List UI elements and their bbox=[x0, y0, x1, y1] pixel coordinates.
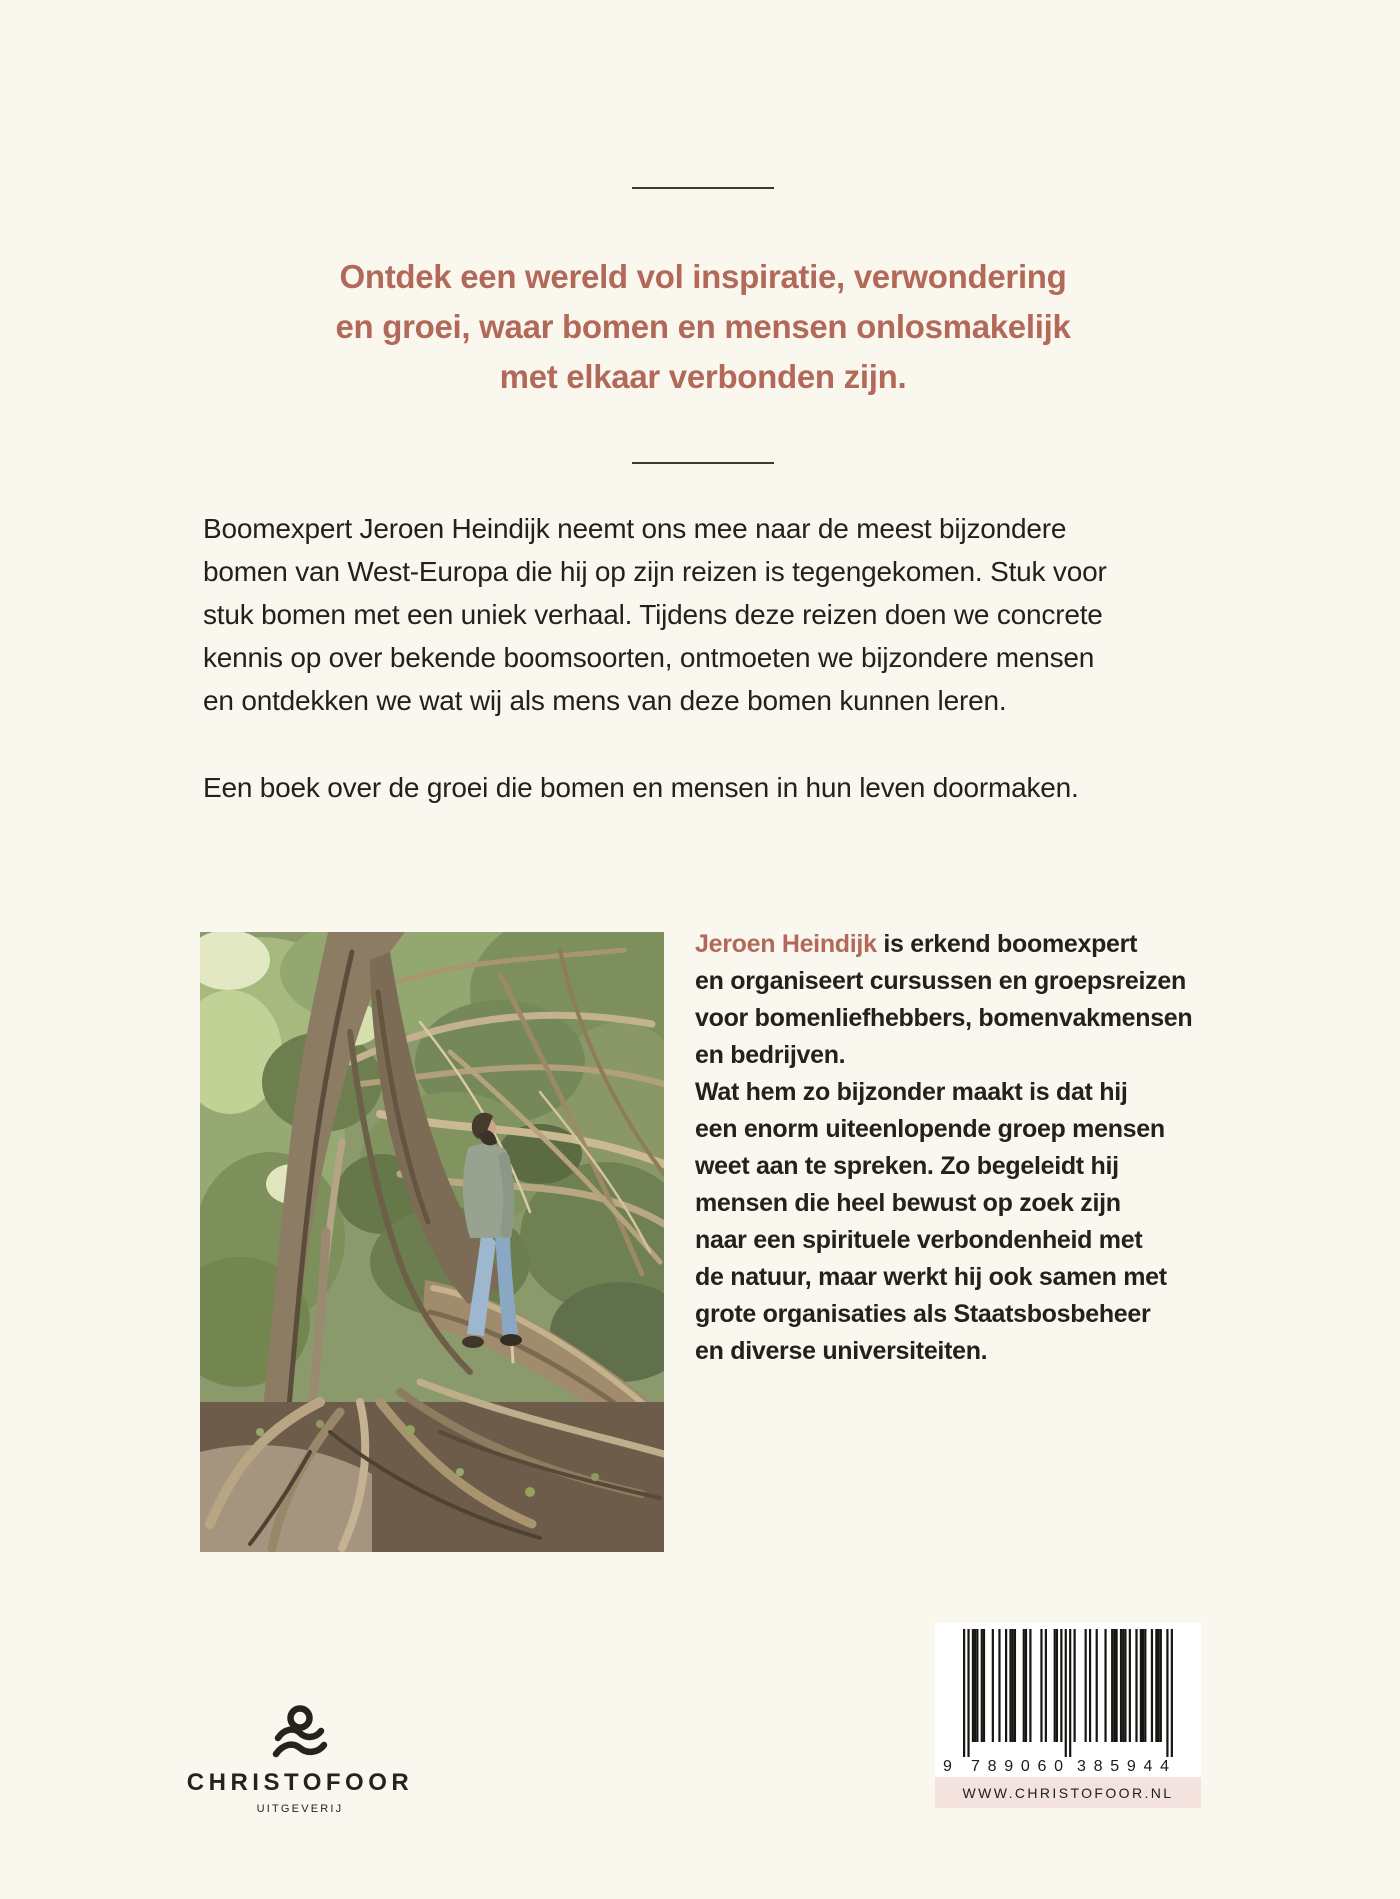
bio-first-line bbox=[695, 926, 1215, 963]
text-line: en diverse universiteiten. bbox=[695, 1337, 988, 1365]
text-line: en organiseert cursussen en groepsreizen bbox=[695, 967, 1186, 995]
bio-first-line-rest: is erkend boomexpert bbox=[876, 930, 1138, 958]
barcode bbox=[935, 1623, 1201, 1777]
barcode-group1: 789060 bbox=[971, 1758, 1063, 1775]
author-name: Jeroen Heindijk bbox=[695, 930, 877, 958]
author-photo-illustration bbox=[200, 932, 664, 1552]
author-photo bbox=[200, 932, 664, 1552]
text-line: Wat hem zo bijzonder maakt is dat hij bbox=[695, 1078, 1128, 1106]
text-line: stuk bomen met een uniek verhaal. Tijdens deze reizen doen we concrete bbox=[203, 599, 1103, 630]
publisher-block bbox=[150, 1705, 450, 1815]
text-line: voor bomenliefhebbers, bomenvakmensen bbox=[695, 1004, 1193, 1032]
publisher-name: CHRISTOFOOR bbox=[186, 1769, 414, 1796]
forest-floor-roots bbox=[200, 1382, 664, 1552]
text-line: de natuur, maar werkt hij ook samen met bbox=[695, 1263, 1167, 1291]
text-line: naar een spirituele verbondenheid met bbox=[695, 1226, 1143, 1254]
text-line: en groei, waar bomen en mensen onlosmakelijk bbox=[335, 308, 1071, 345]
publisher-website bbox=[935, 1777, 1201, 1808]
divider-line-top bbox=[632, 187, 774, 189]
bio-lines bbox=[695, 963, 1215, 1370]
cover-headline bbox=[197, 252, 1209, 402]
text-line: met elkaar verbonden zijn. bbox=[499, 358, 907, 395]
barcode-svg bbox=[935, 1623, 1201, 1777]
text-line: een enorm uiteenlopende groep mensen bbox=[695, 1115, 1165, 1143]
text-line: mensen die heel bewust op zoek zijn bbox=[695, 1189, 1121, 1217]
tagline-text: Een boek over de groei die bomen en mensen in hun leven doormaken. bbox=[203, 772, 1079, 803]
intro-paragraph bbox=[203, 507, 1213, 722]
publisher-subtitle: UITGEVERIJ bbox=[256, 1803, 344, 1815]
divider-line-bottom bbox=[632, 462, 774, 464]
text-line: Ontdek een wereld vol inspiratie, verwondering bbox=[339, 258, 1067, 295]
barcode-group2: 385944 bbox=[1077, 1758, 1169, 1775]
text-line: Boomexpert Jeroen Heindijk neemt ons mee naar de meest bijzondere bbox=[203, 513, 1067, 544]
text-line: weet aan te spreken. Zo begeleidt hij bbox=[695, 1152, 1119, 1180]
barcode-digit-lead: 9 bbox=[943, 1758, 952, 1775]
text-line: en ontdekken we wat wij als mens van deze bomen kunnen leren. bbox=[203, 685, 1007, 716]
text-line: bomen van West-Europa die hij op zijn reizen is tegengekomen. Stuk voor bbox=[203, 556, 1107, 587]
publisher-logo-icon bbox=[240, 1705, 360, 1763]
barcode-bars bbox=[963, 1629, 1173, 1757]
text-line: grote organisaties als Staatsbosbeheer bbox=[695, 1300, 1151, 1328]
text-line: kennis op over bekende boomsoorten, ontmoeten we bijzondere mensen bbox=[203, 642, 1095, 673]
author-bio bbox=[695, 926, 1215, 1370]
text-line: en bedrijven. bbox=[695, 1041, 846, 1069]
publisher-website-text: WWW.CHRISTOFOOR.NL bbox=[962, 1784, 1174, 1801]
